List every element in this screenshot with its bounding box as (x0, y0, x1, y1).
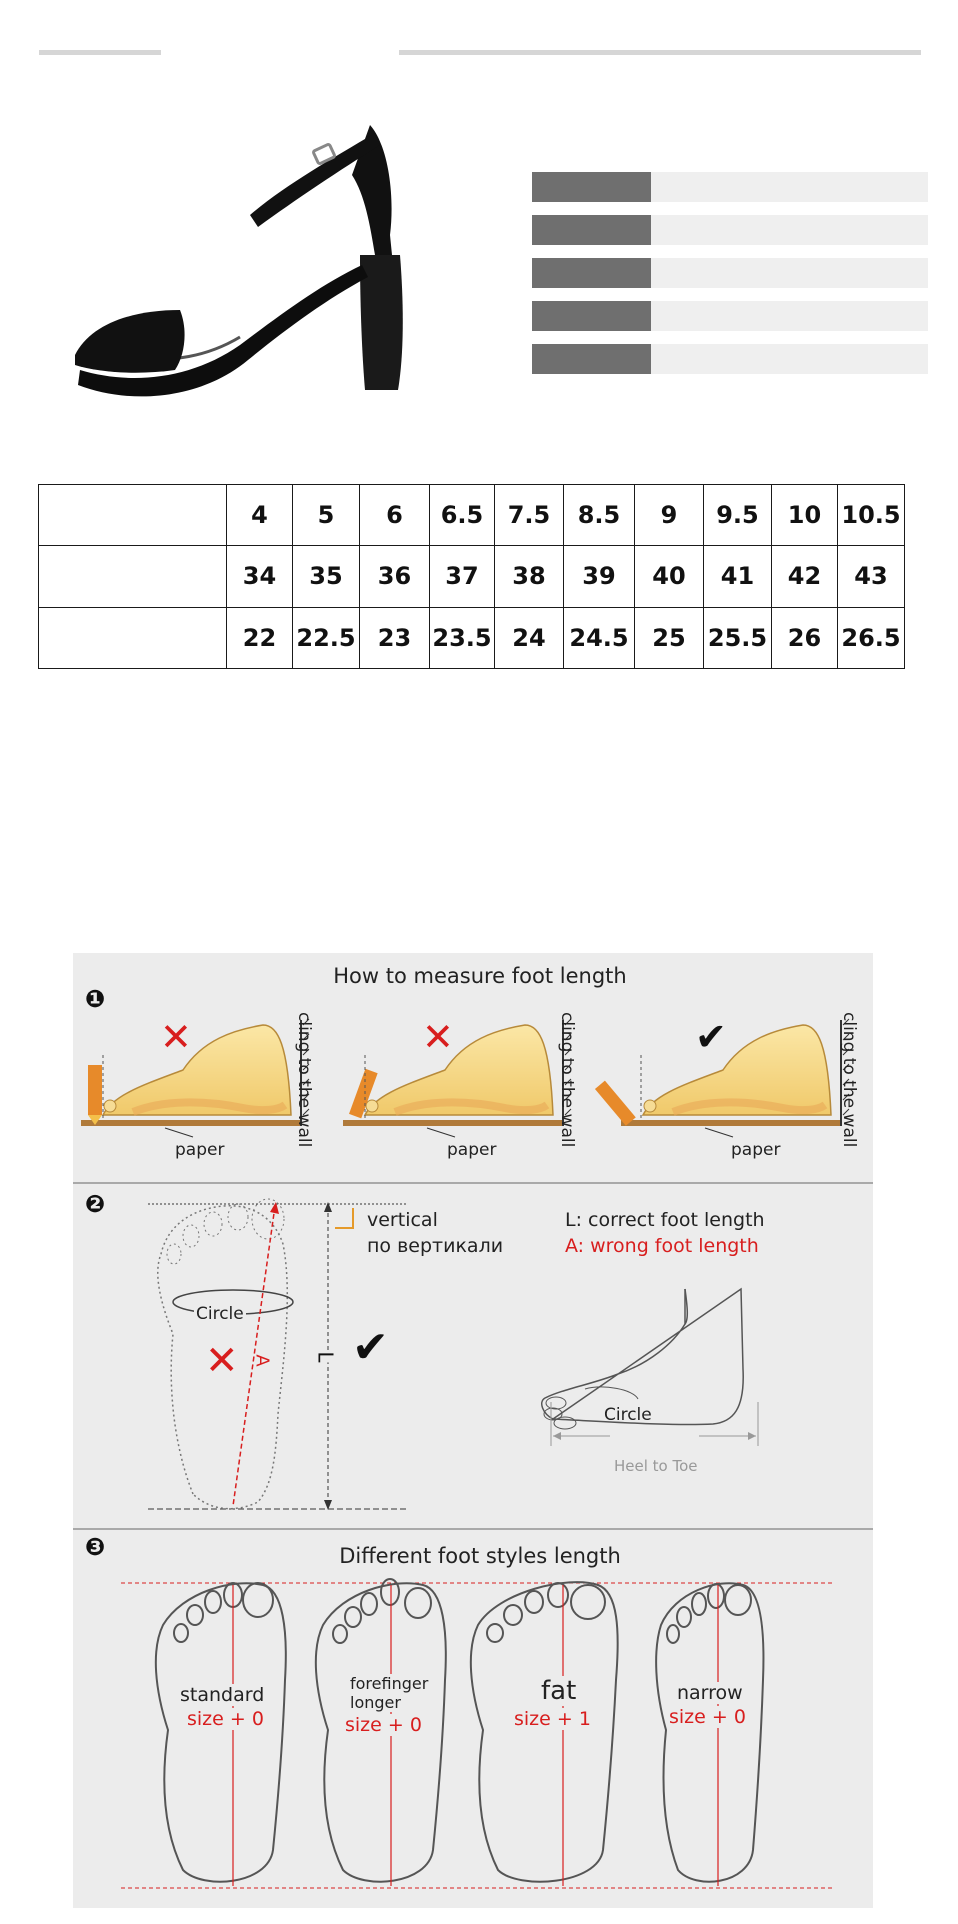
bar-4 (532, 301, 928, 331)
circle-label-front: Circle (196, 1304, 244, 1324)
bar-1 (532, 172, 928, 202)
style-forefinger-size: size + 0 (345, 1714, 422, 1736)
step-3-number: ❸ (84, 1533, 106, 1561)
bar-3-fill (532, 258, 651, 288)
size-cell: 41 (704, 546, 772, 607)
style-standard-size: size + 0 (187, 1708, 264, 1730)
size-cell: 25 (635, 607, 704, 668)
size-cell: 39 (564, 546, 635, 607)
step-1-title: How to measure foot length (333, 964, 627, 988)
step-2-number: ❷ (84, 1190, 106, 1218)
size-cell: 10 (772, 485, 838, 546)
size-chart-table (38, 484, 905, 669)
style-narrow-size: size + 0 (669, 1706, 746, 1728)
size-cell: 22.5 (293, 607, 360, 668)
step-3-title: Different foot styles length (339, 1544, 621, 1568)
bar-5-fill (532, 344, 651, 374)
size-cell: 5 (293, 485, 360, 546)
size-cell: 9.5 (704, 485, 772, 546)
size-row (39, 607, 905, 668)
bar-2 (532, 215, 928, 245)
wall-label-3: cling to the wall (839, 1012, 859, 1148)
paper-label-2: paper (447, 1140, 497, 1160)
size-cell: 34 (227, 546, 293, 607)
step-1-mark-1: ✕ (160, 1015, 192, 1059)
size-cell: 36 (360, 546, 430, 607)
size-cell: 23.5 (430, 607, 495, 668)
correct-mark: ✔ (352, 1322, 389, 1373)
header-rule-right (399, 50, 921, 55)
step-1-number: ❶ (84, 985, 106, 1013)
size-row-label (39, 546, 227, 607)
style-fat-size: size + 1 (514, 1708, 591, 1730)
bar-3 (532, 258, 928, 288)
foot-standard (156, 1583, 286, 1882)
step-1-mark-3: ✔ (695, 1015, 727, 1059)
bar-4-fill (532, 301, 651, 331)
size-cell: 24.5 (564, 607, 635, 668)
bar-2-fill (532, 215, 651, 245)
size-cell: 6.5 (430, 485, 495, 546)
legend-wrong-length: A: wrong foot length (565, 1235, 759, 1257)
step-1-mark-2: ✕ (422, 1015, 454, 1059)
paper-label-1: paper (175, 1140, 225, 1160)
size-cell: 24 (495, 607, 564, 668)
heel-to-toe-label: Heel to Toe (614, 1457, 698, 1475)
style-fat-name: fat (541, 1676, 577, 1706)
wall-label-2: cling to the wall (557, 1012, 577, 1148)
size-cell: 10.5 (838, 485, 905, 546)
letter-a: A (251, 1354, 273, 1367)
size-cell: 23 (360, 607, 430, 668)
size-cell: 8.5 (564, 485, 635, 546)
letter-l: L (313, 1351, 338, 1363)
size-cell: 43 (838, 546, 905, 607)
header-rule-left (39, 50, 161, 55)
size-cell: 26 (772, 607, 838, 668)
style-narrow-name: narrow (677, 1682, 743, 1704)
size-cell: 26.5 (838, 607, 905, 668)
size-cell: 7.5 (495, 485, 564, 546)
size-cell: 35 (293, 546, 360, 607)
size-cell: 9 (635, 485, 704, 546)
style-forefinger-name-1: forefinger (350, 1674, 429, 1693)
style-standard-name: standard (180, 1684, 265, 1706)
size-cell: 4 (227, 485, 293, 546)
size-row-label (39, 485, 227, 546)
size-cell: 25.5 (704, 607, 772, 668)
circle-label-side: Circle (604, 1405, 652, 1425)
wall-label-1: cling to the wall (294, 1012, 314, 1148)
size-cell: 6 (360, 485, 430, 546)
vertical-label-en: vertical (367, 1209, 438, 1231)
wrong-mark: ✕ (205, 1338, 239, 1384)
size-row-label (39, 607, 227, 668)
product-image-sandal (70, 115, 460, 405)
bar-1-fill (532, 172, 651, 202)
bar-5 (532, 344, 928, 374)
style-forefinger-name-2: longer (350, 1693, 401, 1712)
vertical-label-ru: по вертикали (367, 1235, 504, 1257)
size-cell: 37 (430, 546, 495, 607)
size-row (39, 546, 905, 607)
size-cell: 40 (635, 546, 704, 607)
size-cell: 38 (495, 546, 564, 607)
legend-correct-length: L: correct foot length (565, 1209, 765, 1231)
size-cell: 42 (772, 546, 838, 607)
paper-label-3: paper (731, 1140, 781, 1160)
size-cell: 22 (227, 607, 293, 668)
size-row (39, 485, 905, 546)
